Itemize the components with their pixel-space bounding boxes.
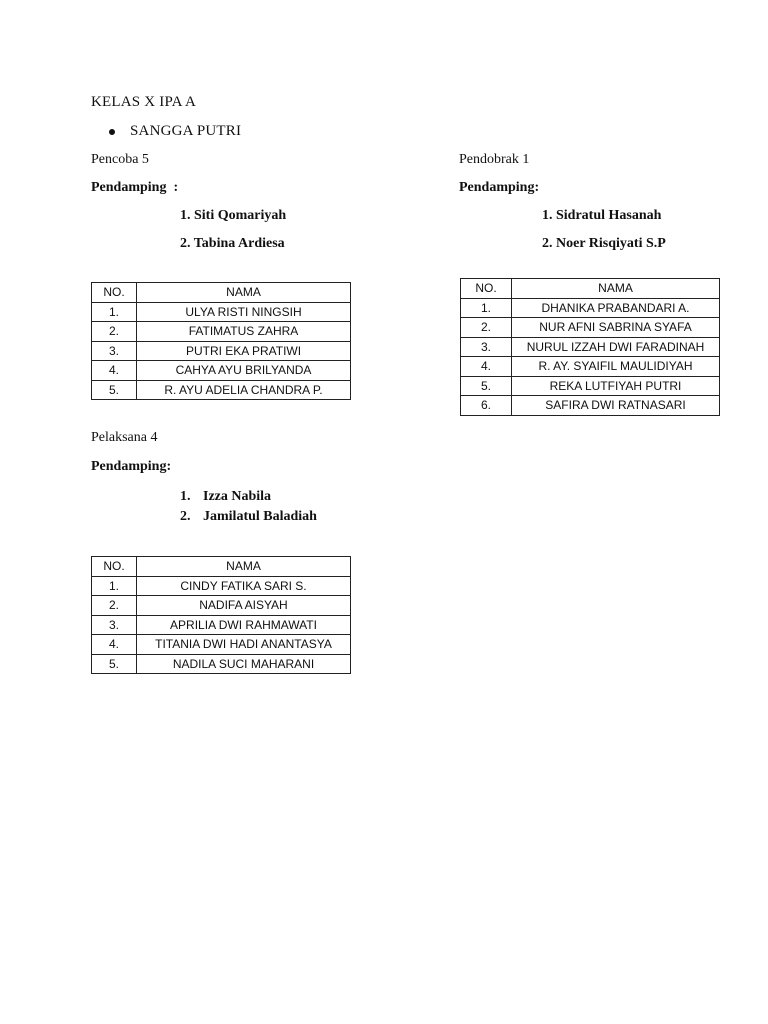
table-row bbox=[461, 318, 720, 338]
cell-nama: NADIFA AISYAH bbox=[137, 596, 351, 616]
header-no: NO. bbox=[92, 283, 137, 303]
table-row bbox=[92, 322, 351, 342]
list-number: 1. bbox=[180, 489, 191, 504]
pendamping-item: 2. Noer Risqiyati S.P bbox=[542, 236, 666, 251]
pendamping-list-item bbox=[180, 489, 272, 505]
cell-no: 2. bbox=[92, 322, 137, 342]
cell-nama: FATIMATUS ZAHRA bbox=[137, 322, 351, 342]
cell-no: 1. bbox=[92, 576, 137, 596]
pendamping-item: 2. Tabina Ardiesa bbox=[180, 236, 285, 251]
cell-nama: DHANIKA PRABANDARI A. bbox=[512, 298, 720, 318]
cell-nama: PUTRI EKA PRATIWI bbox=[137, 341, 351, 361]
cell-nama: NURUL IZZAH DWI FARADINAH bbox=[512, 337, 720, 357]
cell-nama: APRILIA DWI RAHMAWATI bbox=[137, 615, 351, 635]
cell-nama: REKA LUTFIYAH PUTRI bbox=[512, 376, 720, 396]
pendamping-list-item bbox=[180, 509, 317, 525]
header-no: NO. bbox=[92, 557, 137, 577]
cell-no: 6. bbox=[461, 396, 512, 416]
table-row bbox=[92, 361, 351, 381]
bullet-dot-icon bbox=[109, 129, 115, 135]
cell-nama: NUR AFNI SABRINA SYAFA bbox=[512, 318, 720, 338]
table-row bbox=[92, 341, 351, 361]
table-row bbox=[461, 337, 720, 357]
list-number: 2. bbox=[180, 509, 191, 524]
table-row bbox=[92, 615, 351, 635]
table-header-row bbox=[92, 283, 351, 303]
header-no: NO. bbox=[461, 279, 512, 299]
cell-nama: NADILA SUCI MAHARANI bbox=[137, 654, 351, 674]
group-name-pelaksana: Pelaksana 4 bbox=[91, 430, 158, 445]
pendamping-name: Jamilatul Baladiah bbox=[203, 509, 317, 524]
header-nama: NAMA bbox=[137, 557, 351, 577]
table-row bbox=[92, 576, 351, 596]
table-row bbox=[461, 357, 720, 377]
cell-nama: R. AYU ADELIA CHANDRA P. bbox=[137, 380, 351, 400]
pendamping-label-pencoba: Pendamping : bbox=[91, 180, 179, 195]
cell-nama: TITANIA DWI HADI ANANTASYA bbox=[137, 635, 351, 655]
group-name-pendobrak: Pendobrak 1 bbox=[459, 152, 530, 167]
cell-no: 3. bbox=[92, 341, 137, 361]
table-row bbox=[461, 396, 720, 416]
table-row bbox=[461, 298, 720, 318]
table-header-row bbox=[461, 279, 720, 299]
cell-nama: ULYA RISTI NINGSIH bbox=[137, 302, 351, 322]
cell-no: 2. bbox=[92, 596, 137, 616]
table-header-row bbox=[92, 557, 351, 577]
cell-no: 4. bbox=[92, 361, 137, 381]
table-row bbox=[92, 635, 351, 655]
cell-nama: CAHYA AYU BRILYANDA bbox=[137, 361, 351, 381]
section-heading: SANGGA PUTRI bbox=[130, 123, 242, 139]
cell-no: 3. bbox=[461, 337, 512, 357]
cell-no: 4. bbox=[461, 357, 512, 377]
pendamping-label-pelaksana: Pendamping: bbox=[91, 459, 172, 474]
table-row bbox=[92, 654, 351, 674]
pendamping-item: 1. Sidratul Hasanah bbox=[542, 208, 662, 223]
table-row bbox=[461, 376, 720, 396]
cell-nama: R. AY. SYAIFIL MAULIDIYAH bbox=[512, 357, 720, 377]
header-nama: NAMA bbox=[137, 283, 351, 303]
members-table-pendobrak bbox=[460, 278, 720, 416]
table-row bbox=[92, 302, 351, 322]
table-row bbox=[92, 380, 351, 400]
cell-no: 2. bbox=[461, 318, 512, 338]
pendamping-label-pendobrak: Pendamping: bbox=[459, 180, 540, 195]
members-table-pelaksana bbox=[91, 556, 351, 674]
cell-nama: SAFIRA DWI RATNASARI bbox=[512, 396, 720, 416]
cell-no: 5. bbox=[92, 654, 137, 674]
members-table-pencoba bbox=[91, 282, 351, 400]
cell-nama: CINDY FATIKA SARI S. bbox=[137, 576, 351, 596]
cell-no: 4. bbox=[92, 635, 137, 655]
cell-no: 5. bbox=[461, 376, 512, 396]
cell-no: 1. bbox=[92, 302, 137, 322]
cell-no: 1. bbox=[461, 298, 512, 318]
cell-no: 3. bbox=[92, 615, 137, 635]
pendamping-name: Izza Nabila bbox=[203, 489, 272, 504]
pendamping-item: 1. Siti Qomariyah bbox=[180, 208, 287, 223]
group-name-pencoba: Pencoba 5 bbox=[91, 152, 149, 167]
page-title: KELAS X IPA A bbox=[91, 94, 196, 110]
header-nama: NAMA bbox=[512, 279, 720, 299]
cell-no: 5. bbox=[92, 380, 137, 400]
table-row bbox=[92, 596, 351, 616]
